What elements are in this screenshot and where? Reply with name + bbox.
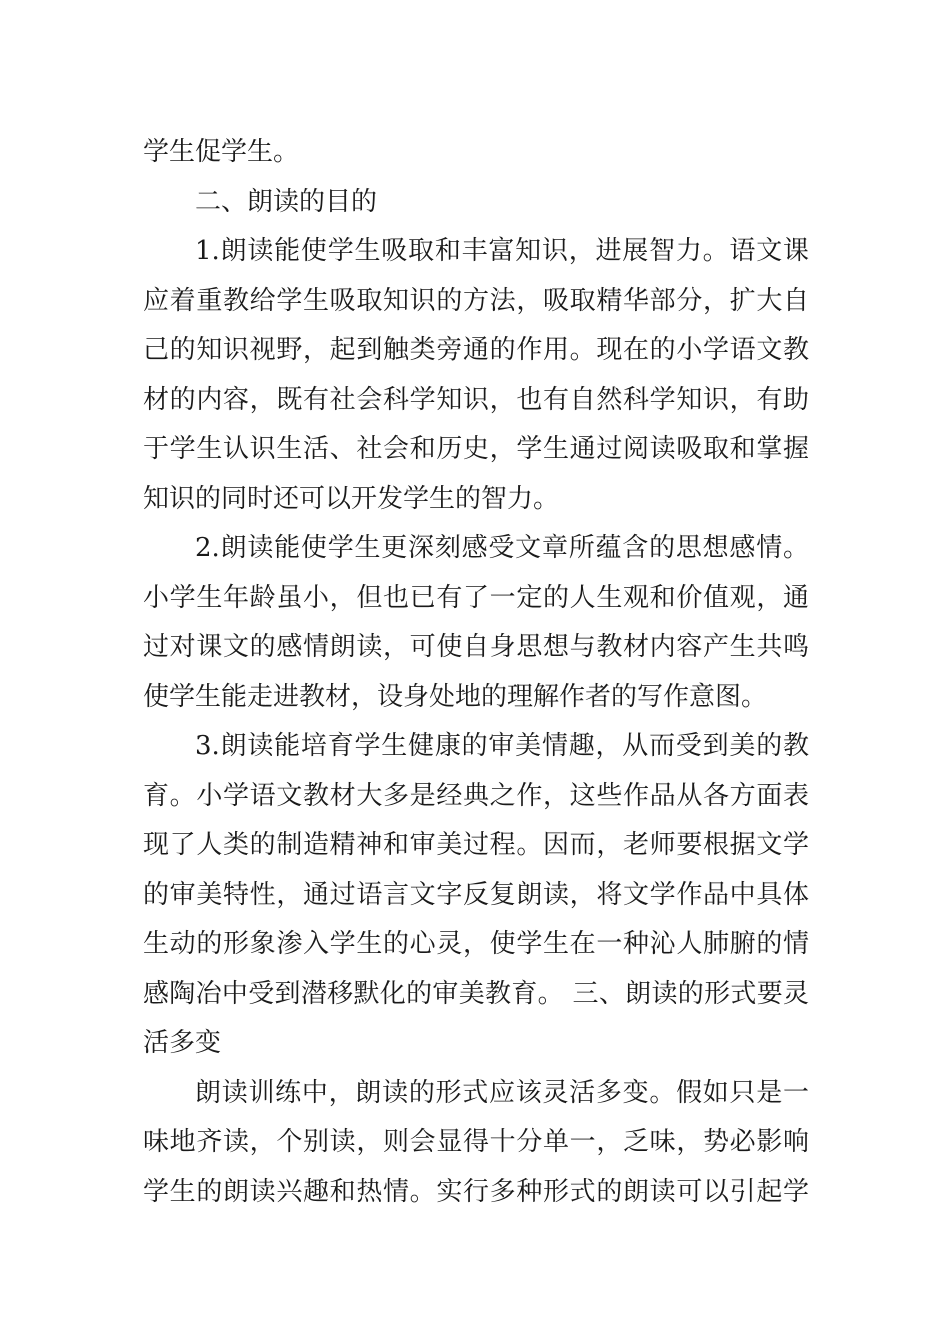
text-line: 材的内容，既有社会科学知识，也有自然科学知识，有助 xyxy=(143,384,809,415)
text-line: 味地齐读，个别读，则会显得十分单一，乏味，势必影响 xyxy=(143,1127,809,1157)
text-line: 使学生能走进教材，设身处地的理解作者的写作意图。 xyxy=(143,681,768,712)
text-line: 朗读训练中，朗读的形式应该灵活多变。假如只是一 xyxy=(195,1077,809,1108)
text-line: 生动的形象渗入学生的心灵，使学生在一种沁人肺腑的情 xyxy=(143,929,809,959)
text-line: 感陶冶中受到潜移默化的审美教育。 三、朗读的形式要灵 xyxy=(143,978,809,1009)
text-line: 己的知识视野，起到触类旁通的作用。现在的小学语文教 xyxy=(143,335,809,365)
text-line: 1.朗读能使学生吸取和丰富知识，进展智力。语文课 xyxy=(195,236,809,266)
text-line: 过对课文的感情朗读，可使自身思想与教材内容产生共鸣 xyxy=(143,632,809,662)
text-line: 应着重教给学生吸取知识的方法，吸取精华部分，扩大自 xyxy=(143,285,809,316)
text-line: 知识的同时还可以开发学生的智力。 xyxy=(143,483,560,514)
text-line: 二、朗读的目的 xyxy=(195,186,378,217)
text-line: 3.朗读能培育学生健康的审美情趣，从而受到美的教 xyxy=(195,731,809,761)
text-line: 育。小学语文教材大多是经典之作，这些作品从各方面表 xyxy=(143,780,809,811)
text-line: 学生促学生。 xyxy=(143,137,300,167)
text-line: 于学生认识生活、社会和历史，学生通过阅读吸取和掌握 xyxy=(143,434,809,464)
text-line: 2.朗读能使学生更深刻感受文章所蕴含的思想感情。 xyxy=(195,533,809,563)
document-page xyxy=(143,128,809,1217)
text-line: 现了人类的制造精神和审美过程。因而，老师要根据文学 xyxy=(143,830,809,860)
text-line: 的审美特性，通过语言文字反复朗读，将文学作品中具体 xyxy=(143,879,809,910)
text-line: 小学生年龄虽小，但也已有了一定的人生观和价值观，通 xyxy=(143,582,809,613)
text-line: 活多变 xyxy=(143,1028,222,1058)
text-line: 学生的朗读兴趣和热情。实行多种形式的朗读可以引起学 xyxy=(143,1176,809,1207)
